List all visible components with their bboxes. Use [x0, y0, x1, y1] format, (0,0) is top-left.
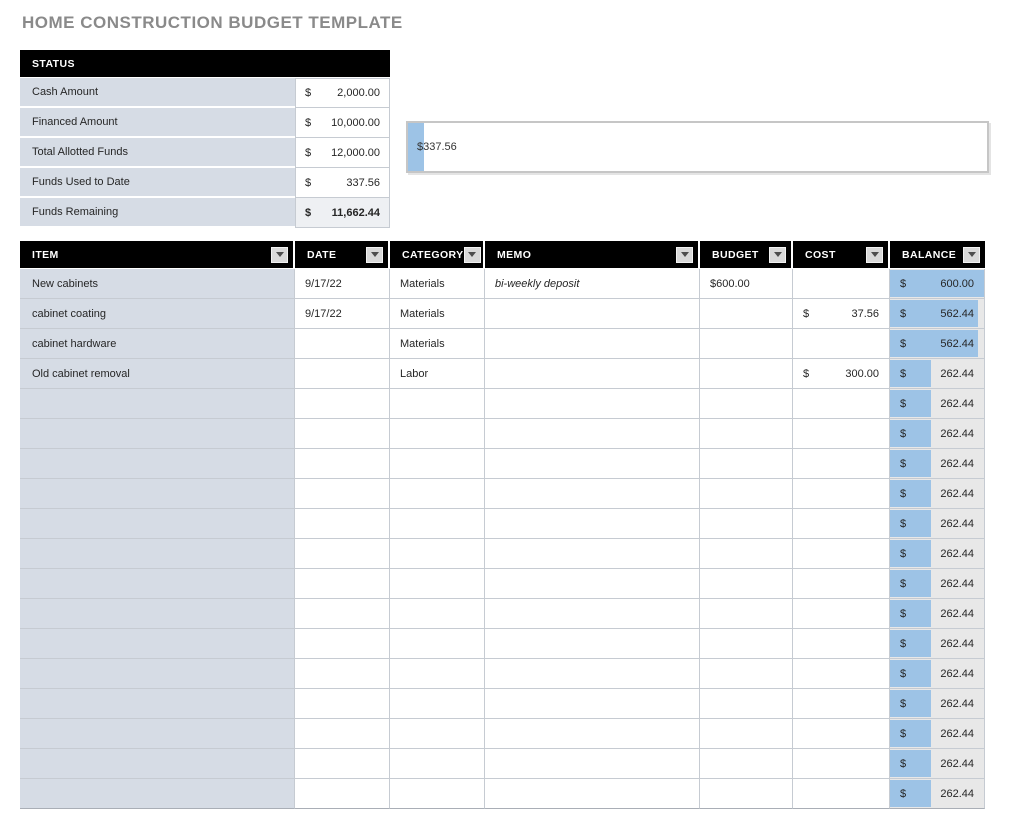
category-cell[interactable] [390, 449, 485, 479]
category-cell[interactable] [390, 749, 485, 779]
currency-symbol: $ [900, 427, 907, 440]
status-row [20, 78, 390, 108]
date-cell[interactable] [295, 509, 390, 539]
balance-amount: 262.44 [940, 607, 974, 620]
currency-symbol: $ [900, 787, 907, 800]
status-amount: 337.56 [346, 176, 380, 189]
date-cell[interactable] [295, 479, 390, 509]
currency-symbol: $ [900, 367, 907, 380]
date-cell[interactable] [295, 569, 390, 599]
balance-amount: 562.44 [940, 337, 974, 350]
balance-cell[interactable] [890, 749, 985, 779]
balance-amount: 262.44 [940, 577, 974, 590]
budget-cell[interactable] [700, 569, 793, 599]
currency-symbol: $ [900, 457, 907, 470]
item-cell[interactable]: cabinet hardware [20, 329, 295, 359]
filter-dropdown-icon [276, 252, 284, 257]
memo-cell[interactable] [485, 479, 700, 509]
currency-symbol: $ [305, 116, 312, 129]
category-cell[interactable] [390, 509, 485, 539]
date-cell[interactable] [295, 629, 390, 659]
category-cell[interactable] [390, 479, 485, 509]
column-label-budget: BUDGET [712, 248, 759, 261]
item-cell[interactable] [20, 689, 295, 719]
balance-amount: 262.44 [940, 517, 974, 530]
balance-data-bar [890, 630, 931, 657]
category-cell[interactable] [390, 689, 485, 719]
balance-cell[interactable] [890, 599, 985, 629]
status-label-cell[interactable]: Financed Amount [20, 108, 295, 138]
balance-cell[interactable] [890, 629, 985, 659]
balance-data-bar [890, 780, 931, 807]
filter-button-memo[interactable] [676, 247, 693, 263]
balance-cell[interactable] [890, 509, 985, 539]
item-cell[interactable]: Old cabinet removal [20, 359, 295, 389]
item-cell[interactable] [20, 779, 295, 809]
item-cell[interactable] [20, 509, 295, 539]
cost-cell[interactable] [793, 479, 890, 509]
memo-cell[interactable] [485, 509, 700, 539]
balance-amount: 262.44 [940, 397, 974, 410]
budget-cell[interactable] [700, 539, 793, 569]
budget-cell[interactable] [700, 329, 793, 359]
balance-cell[interactable] [890, 389, 985, 419]
status-label-cell[interactable]: Funds Remaining [20, 198, 295, 228]
memo-cell[interactable] [485, 359, 700, 389]
currency-symbol: $ [900, 637, 907, 650]
balance-amount: 262.44 [940, 457, 974, 470]
currency-symbol: $ [305, 206, 312, 219]
status-label-cell[interactable]: Funds Used to Date [20, 168, 295, 198]
budget-table-header-row [20, 241, 985, 269]
status-table [20, 50, 390, 228]
balance-cell[interactable] [890, 269, 985, 299]
memo-cell[interactable] [485, 449, 700, 479]
filter-button-budget[interactable] [769, 247, 786, 263]
column-label-cost: COST [805, 248, 836, 261]
cost-cell[interactable] [793, 329, 890, 359]
balance-data-bar [890, 570, 931, 597]
column-label-item: ITEM [32, 248, 59, 261]
balance-data-bar [890, 420, 931, 447]
date-cell[interactable] [295, 689, 390, 719]
category-cell[interactable]: Materials [390, 269, 485, 299]
cost-cell[interactable] [793, 749, 890, 779]
currency-symbol: $ [305, 146, 312, 159]
table-row [20, 659, 985, 689]
balance-cell[interactable] [890, 569, 985, 599]
memo-cell[interactable] [485, 659, 700, 689]
filter-button-balance[interactable] [963, 247, 980, 263]
status-amount: 10,000.00 [331, 116, 380, 129]
balance-amount: 262.44 [940, 367, 974, 380]
budget-cell[interactable] [700, 599, 793, 629]
cost-cell[interactable] [793, 449, 890, 479]
date-cell[interactable]: 9/17/22 [295, 269, 390, 299]
item-cell[interactable] [20, 419, 295, 449]
memo-cell[interactable] [485, 539, 700, 569]
balance-data-bar [890, 360, 931, 387]
date-cell[interactable] [295, 329, 390, 359]
currency-symbol: $ [900, 277, 907, 290]
currency-symbol: $ [900, 337, 907, 350]
table-row [20, 299, 985, 329]
memo-cell[interactable] [485, 719, 700, 749]
table-row [20, 389, 985, 419]
balance-cell[interactable] [890, 659, 985, 689]
currency-symbol: $ [803, 307, 810, 320]
table-row [20, 539, 985, 569]
balance-cell[interactable] [890, 449, 985, 479]
status-table-rows [20, 78, 390, 228]
status-table-header: STATUS [20, 50, 390, 78]
cost-amount: 300.00 [845, 367, 879, 380]
cost-cell[interactable] [793, 689, 890, 719]
memo-cell[interactable] [485, 419, 700, 449]
memo-cell[interactable] [485, 389, 700, 419]
cost-cell[interactable] [793, 299, 890, 329]
currency-symbol: $ [900, 577, 907, 590]
table-row [20, 419, 985, 449]
category-cell[interactable] [390, 389, 485, 419]
category-cell[interactable]: Labor [390, 359, 485, 389]
currency-symbol: $ [900, 757, 907, 770]
date-cell[interactable] [295, 359, 390, 389]
table-row [20, 269, 985, 299]
budget-cell[interactable] [700, 779, 793, 809]
currency-symbol: $ [900, 307, 907, 320]
table-row [20, 509, 985, 539]
balance-cell[interactable] [890, 779, 985, 809]
currency-symbol: $ [900, 517, 907, 530]
filter-button-cost[interactable] [866, 247, 883, 263]
column-label-date: DATE [307, 248, 337, 261]
currency-symbol: $ [305, 87, 312, 99]
currency-symbol: $ [803, 367, 810, 380]
budget-cell[interactable] [700, 359, 793, 389]
status-row [20, 168, 390, 198]
memo-cell[interactable] [485, 569, 700, 599]
balance-data-bar [890, 450, 931, 477]
balance-amount: 600.00 [940, 277, 974, 290]
filter-dropdown-icon [681, 252, 689, 257]
cost-cell[interactable] [793, 539, 890, 569]
table-row [20, 599, 985, 629]
category-cell[interactable] [390, 419, 485, 449]
date-cell[interactable] [295, 449, 390, 479]
table-row [20, 719, 985, 749]
category-cell[interactable] [390, 569, 485, 599]
balance-data-bar [890, 510, 931, 537]
status-amount: 12,000.00 [331, 146, 380, 159]
filter-dropdown-icon [774, 252, 782, 257]
budget-table [20, 241, 985, 809]
status-amount: 2,000.00 [337, 87, 380, 99]
memo-cell[interactable] [485, 599, 700, 629]
item-cell[interactable] [20, 749, 295, 779]
date-cell[interactable] [295, 599, 390, 629]
status-value-cell[interactable] [295, 168, 390, 198]
column-header-date [295, 241, 390, 269]
category-cell[interactable]: Materials [390, 329, 485, 359]
column-header-balance [890, 241, 985, 269]
balance-amount: 262.44 [940, 787, 974, 800]
filter-button-item[interactable] [271, 247, 288, 263]
status-value-cell[interactable] [295, 138, 390, 168]
table-row [20, 479, 985, 509]
filter-dropdown-icon [371, 252, 379, 257]
table-row [20, 359, 985, 389]
currency-symbol: $ [305, 176, 312, 189]
currency-symbol: $ [900, 397, 907, 410]
table-row [20, 329, 985, 359]
item-cell[interactable]: New cabinets [20, 269, 295, 299]
balance-data-bar [890, 720, 931, 747]
item-cell[interactable]: cabinet coating [20, 299, 295, 329]
date-cell[interactable] [295, 749, 390, 779]
cost-cell[interactable] [793, 389, 890, 419]
status-value-cell[interactable] [295, 78, 390, 108]
budget-cell[interactable] [700, 749, 793, 779]
page-title: HOME CONSTRUCTION BUDGET TEMPLATE [22, 13, 403, 32]
budget-cell[interactable] [700, 479, 793, 509]
balance-amount: 262.44 [940, 697, 974, 710]
memo-cell[interactable] [485, 299, 700, 329]
column-header-category [390, 241, 485, 269]
funds-used-data-label: $337.56 [417, 141, 457, 153]
date-cell[interactable] [295, 659, 390, 689]
memo-cell[interactable] [485, 749, 700, 779]
date-cell[interactable] [295, 389, 390, 419]
category-cell[interactable] [390, 539, 485, 569]
cost-cell[interactable] [793, 509, 890, 539]
currency-symbol: $ [900, 487, 907, 500]
category-cell[interactable] [390, 719, 485, 749]
status-value-cell[interactable] [295, 108, 390, 138]
currency-symbol: $ [900, 697, 907, 710]
category-cell[interactable] [390, 599, 485, 629]
filter-button-category[interactable] [464, 247, 481, 263]
item-cell[interactable] [20, 659, 295, 689]
cost-cell[interactable] [793, 599, 890, 629]
balance-amount: 262.44 [940, 427, 974, 440]
item-cell[interactable] [20, 449, 295, 479]
status-amount: 11,662.44 [331, 206, 380, 219]
balance-amount: 262.44 [940, 487, 974, 500]
currency-symbol: $ [900, 727, 907, 740]
budget-cell[interactable] [700, 299, 793, 329]
item-cell[interactable] [20, 539, 295, 569]
category-cell[interactable] [390, 779, 485, 809]
balance-data-bar [890, 600, 931, 627]
item-cell[interactable] [20, 479, 295, 509]
cost-cell[interactable] [793, 359, 890, 389]
balance-cell[interactable] [890, 539, 985, 569]
balance-amount: 262.44 [940, 637, 974, 650]
budget-cell[interactable] [700, 419, 793, 449]
memo-cell[interactable] [485, 329, 700, 359]
column-label-memo: MEMO [497, 248, 532, 261]
date-cell[interactable] [295, 779, 390, 809]
column-header-budget [700, 241, 793, 269]
status-row [20, 138, 390, 168]
item-cell[interactable] [20, 629, 295, 659]
budget-cell[interactable] [700, 629, 793, 659]
funds-used-bar-chart [406, 121, 989, 173]
balance-cell[interactable] [890, 359, 985, 389]
balance-data-bar [890, 480, 931, 507]
balance-amount: 262.44 [940, 547, 974, 560]
date-cell[interactable] [295, 419, 390, 449]
category-cell[interactable]: Materials [390, 299, 485, 329]
cost-cell[interactable] [793, 569, 890, 599]
date-cell[interactable] [295, 539, 390, 569]
filter-dropdown-icon [468, 252, 476, 257]
status-value-cell[interactable] [295, 198, 390, 228]
cost-cell[interactable] [793, 419, 890, 449]
category-cell[interactable] [390, 659, 485, 689]
column-label-category: CATEGORY [402, 248, 464, 261]
table-row [20, 779, 985, 809]
budget-cell[interactable] [700, 689, 793, 719]
column-header-cost [793, 241, 890, 269]
date-cell[interactable]: 9/17/22 [295, 299, 390, 329]
table-row [20, 749, 985, 779]
memo-cell[interactable]: bi-weekly deposit [485, 269, 700, 299]
balance-amount: 262.44 [940, 667, 974, 680]
date-cell[interactable] [295, 719, 390, 749]
column-header-memo [485, 241, 700, 269]
balance-cell[interactable] [890, 299, 985, 329]
budget-cell[interactable]: $600.00 [700, 269, 793, 299]
currency-symbol: $ [900, 607, 907, 620]
balance-amount: 262.44 [940, 757, 974, 770]
item-cell[interactable] [20, 599, 295, 629]
balance-data-bar [890, 540, 931, 567]
memo-cell[interactable] [485, 689, 700, 719]
budget-cell[interactable] [700, 719, 793, 749]
cost-amount: 37.56 [851, 307, 879, 320]
category-cell[interactable] [390, 629, 485, 659]
item-cell[interactable] [20, 569, 295, 599]
column-header-item [20, 241, 295, 269]
budget-cell[interactable] [700, 509, 793, 539]
balance-data-bar [890, 390, 931, 417]
currency-symbol: $ [900, 547, 907, 560]
item-cell[interactable] [20, 719, 295, 749]
currency-symbol: $ [900, 667, 907, 680]
table-row [20, 569, 985, 599]
filter-dropdown-icon [968, 252, 976, 257]
balance-amount: 562.44 [940, 307, 974, 320]
balance-cell[interactable] [890, 419, 985, 449]
balance-cell[interactable] [890, 329, 985, 359]
status-label-cell[interactable]: Total Allotted Funds [20, 138, 295, 168]
filter-dropdown-icon [871, 252, 879, 257]
balance-data-bar [890, 690, 931, 717]
balance-data-bar [890, 750, 931, 777]
balance-data-bar [890, 660, 931, 687]
cost-cell[interactable] [793, 269, 890, 299]
budget-cell[interactable] [700, 659, 793, 689]
cost-cell[interactable] [793, 659, 890, 689]
column-label-balance: BALANCE [902, 248, 957, 261]
status-row [20, 108, 390, 138]
status-row [20, 198, 390, 228]
memo-cell[interactable] [485, 629, 700, 659]
balance-cell[interactable] [890, 719, 985, 749]
budget-cell[interactable] [700, 389, 793, 419]
budget-cell[interactable] [700, 449, 793, 479]
filter-button-date[interactable] [366, 247, 383, 263]
cost-cell[interactable] [793, 719, 890, 749]
balance-cell[interactable] [890, 689, 985, 719]
balance-amount: 262.44 [940, 727, 974, 740]
balance-cell[interactable] [890, 479, 985, 509]
table-row [20, 449, 985, 479]
memo-cell[interactable] [485, 779, 700, 809]
budget-table-body [20, 269, 985, 809]
cost-cell[interactable] [793, 629, 890, 659]
status-label-cell[interactable]: Cash Amount [20, 78, 295, 108]
table-row [20, 629, 985, 659]
table-row [20, 689, 985, 719]
item-cell[interactable] [20, 389, 295, 419]
cost-cell[interactable] [793, 779, 890, 809]
